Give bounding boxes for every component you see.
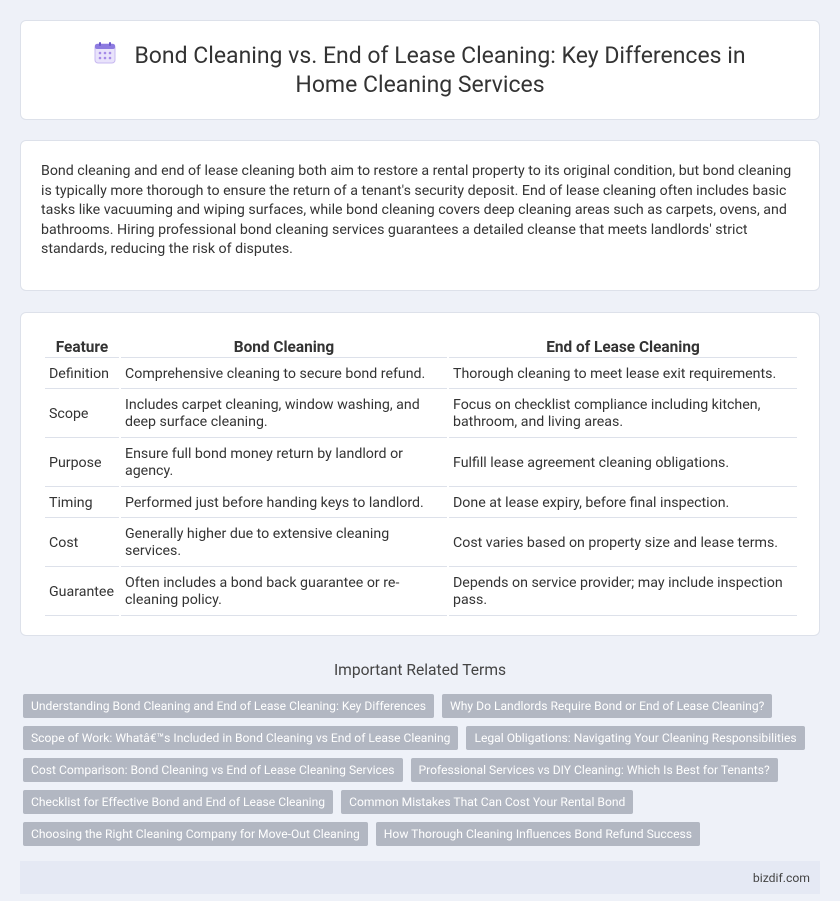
header-feature: Feature — [45, 337, 119, 358]
table-row — [45, 440, 797, 487]
row-bond: Comprehensive cleaning to secure bond refund. — [121, 360, 447, 389]
related-term-link[interactable]: Professional Services vs DIY Cleaning: Which Is Best for Tenants? — [411, 758, 778, 782]
related-terms-list — [23, 694, 820, 846]
related-term-link[interactable]: How Thorough Cleaning Influences Bond Refund Success — [376, 822, 700, 846]
footer-brand: bizdif.com — [752, 870, 810, 885]
row-lease: Depends on service provider; may include inspection pass. — [449, 569, 797, 616]
row-bond: Ensure full bond money return by landlord or agency. — [121, 440, 447, 487]
row-bond: Generally higher due to extensive cleaning services. — [121, 520, 447, 567]
table-header-row — [45, 337, 797, 358]
row-feature: Timing — [45, 489, 119, 518]
row-lease: Focus on checklist compliance including kitchen, bathroom, and living areas. — [449, 391, 797, 438]
related-term-link[interactable]: Checklist for Effective Bond and End of Lease Cleaning — [23, 790, 333, 814]
row-lease: Cost varies based on property size and lease terms. — [449, 520, 797, 567]
header-bond-cleaning: Bond Cleaning — [121, 337, 447, 358]
row-feature: Cost — [45, 520, 119, 567]
related-term-link[interactable]: Understanding Bond Cleaning and End of Lease Cleaning: Key Differences — [23, 694, 434, 718]
related-term-link[interactable]: Common Mistakes That Can Cost Your Rental Bond — [341, 790, 633, 814]
page-title-text: Bond Cleaning vs. End of Lease Cleaning: Key Differences in Home Cleaning Services — [134, 42, 746, 98]
related-term-link[interactable]: Legal Obligations: Navigating Your Cleaning Responsibilities — [466, 726, 804, 750]
footer — [20, 861, 820, 894]
comparison-table-card — [20, 312, 820, 636]
row-bond: Includes carpet cleaning, window washing, and deep surface cleaning. — [121, 391, 447, 438]
header-end-of-lease-cleaning: End of Lease Cleaning — [449, 337, 797, 358]
related-term-link[interactable]: Scope of Work: Whatâ€™s Included in Bond Cleaning vs End of Lease Cleaning — [23, 726, 458, 750]
table-row — [45, 391, 797, 438]
row-feature: Guarantee — [45, 569, 119, 616]
intro-card — [20, 140, 820, 291]
page-title — [61, 41, 779, 99]
row-feature: Scope — [45, 391, 119, 438]
table-row — [45, 569, 797, 616]
related-terms-title: Important Related Terms — [333, 661, 507, 679]
row-lease: Thorough cleaning to meet lease exit requirements. — [449, 360, 797, 389]
header-card — [20, 20, 820, 120]
table-row — [45, 520, 797, 567]
row-feature: Definition — [45, 360, 119, 389]
table-row — [45, 360, 797, 389]
row-lease: Fulfill lease agreement cleaning obligations. — [449, 440, 797, 487]
row-lease: Done at lease expiry, before final inspection. — [449, 489, 797, 518]
row-feature: Purpose — [45, 440, 119, 487]
related-term-link[interactable]: Why Do Landlords Require Bond or End of Lease Cleaning? — [442, 694, 772, 718]
intro-paragraph: Bond cleaning and end of lease cleaning both aim to restore a rental property to its original condition, but bond cleaning is typically more thorough to ensure the return of a tenant's security deposit. End of lease cleaning often includes basic tasks like vacuuming and wiping surfaces, while bond cleaning covers deep cleaning areas such as carpets, ovens, and bathrooms. Hiring professional bond cleaning services guarantees a detailed cleanse that meets landlords' strict standards, reducing the risk of disputes. — [41, 163, 792, 258]
row-bond: Performed just before handing keys to landlord. — [121, 489, 447, 518]
table-row — [45, 489, 797, 518]
row-bond: Often includes a bond back guarantee or re-cleaning policy. — [121, 569, 447, 616]
related-term-link[interactable]: Choosing the Right Cleaning Company for Move-Out Cleaning — [23, 822, 368, 846]
calendar-icon — [94, 42, 116, 64]
related-term-link[interactable]: Cost Comparison: Bond Cleaning vs End of Lease Cleaning Services — [23, 758, 403, 782]
comparison-table — [43, 335, 799, 618]
